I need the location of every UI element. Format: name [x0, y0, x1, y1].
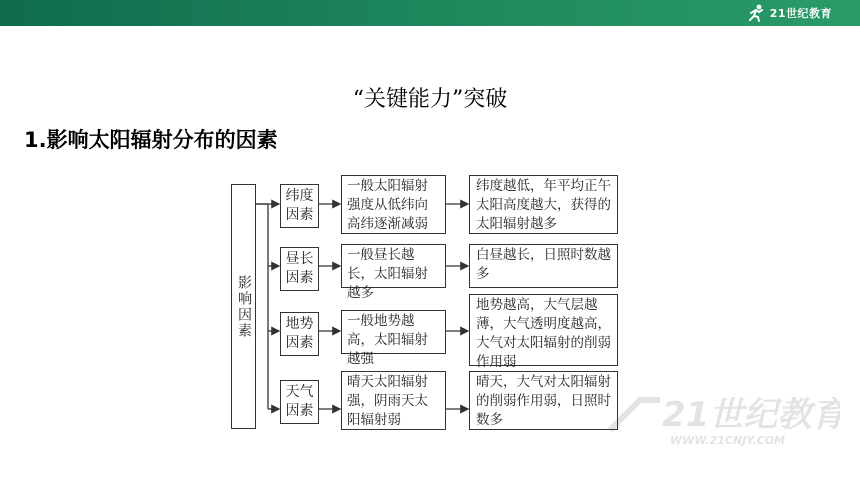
factor-weather: 天气因素	[280, 380, 319, 424]
effect-weather: 晴天太阳辐射强，阴雨天太阳辐射弱	[341, 371, 446, 430]
factor-latitude: 纬度因素	[280, 184, 319, 228]
page-heading: 1.影响太阳辐射分布的因素	[24, 128, 278, 152]
watermark-logo	[600, 380, 840, 450]
logo-text: 21世纪教育	[769, 7, 832, 20]
effect-altitude: 一般地势越高，太阳辐射越强	[341, 310, 446, 354]
result-weather: 晴天，大气对太阳辐射的削弱作用弱，日照时数多	[469, 371, 618, 430]
factor-day-length: 昼长因素	[280, 247, 319, 291]
result-altitude: 地势越高，大气层越薄，大气透明度越高，大气对太阳辐射的削弱作用弱	[469, 294, 618, 366]
effect-day-length: 一般昼长越长，太阳辐射越多	[341, 244, 446, 288]
effect-latitude: 一般太阳辐射强度从低纬向高纬逐渐减弱	[341, 175, 446, 234]
root-factor-box: 影响因素	[231, 184, 256, 429]
factor-altitude: 地势因素	[280, 312, 319, 356]
result-latitude: 纬度越低，年平均正午太阳高度越大，获得的太阳辐射越多	[469, 175, 618, 234]
svg-text:21世纪教育: 21世纪教育	[662, 395, 840, 435]
svg-text:WWW.21CNJY.COM: WWW.21CNJY.COM	[670, 434, 785, 447]
section-subtitle: “关键能力”突破	[352, 87, 508, 112]
watermark-graphic	[600, 380, 840, 450]
result-day-length: 白昼越长，日照时数越多	[469, 244, 618, 288]
